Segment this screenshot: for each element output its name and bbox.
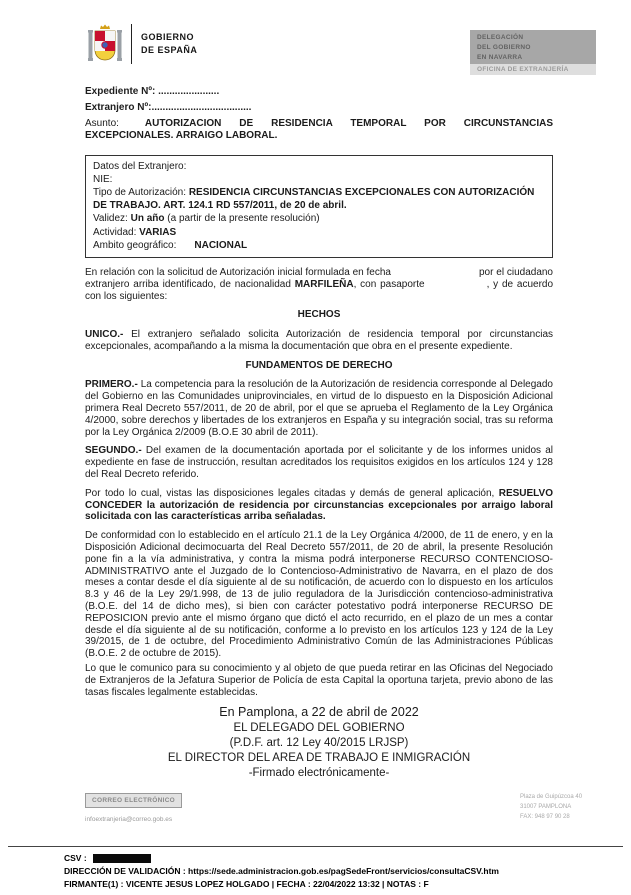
datos-extranjero-box [85,155,553,258]
nationality-value: MARFILEÑA [294,278,354,290]
unico-paragraph [85,329,553,353]
logo-text [141,31,197,56]
signature-delegado: EL DELEGADO DEL GOBIERNO [233,721,405,734]
signature-pdf-note: (P.D.F. art. 12 Ley 40/2015 LRJSP) [229,737,409,750]
document-body [85,118,553,782]
logo-line-de-espana: DE ESPAÑA [141,45,198,55]
dept-box-line-1: DELEGACIÓN [477,34,524,41]
signature-electronic-note: -Firmado electrónicamente- [248,767,390,780]
primero-text: La competencia para la resolución de la Autorización de residencia corresponde al Delegado del Gobierno en las Comunidades uniprovinciales, en virtud de lo dispuesto en la Disposición Adicional primera Real Decreto 557/2011, de 20 de abril, por el que se aprueba el Reglamento de la Ley Orgánica 4/2000, sobre derechos y libertades de los extranjeros en España y su integración social, tras su reforma por la Ley Orgánica 2/2009 (B.O.E 30 abril de 2011). [85,379,553,438]
resuelvo-bold: RESUELVO CONCEDER la autorización de residencia por circunstancias excepcionales por arraigo laboral solicitada con las características arriba señaladas. [85,487,553,523]
datos-title: Datos del Extranjero: [93,160,187,172]
intro-seg-1: En relación con la solicitud de Autorización inicial formulada en fecha [85,266,391,278]
oficina-extranjeria-box: OFICINA DE EXTRANJERÍA [470,64,596,75]
tipo-value: RESIDENCIA CIRCUNSTANCIAS EXCEPCIONALES CON AUTORIZACIÓN DE TRABAJO. ART. 124.1 RD 557/2011, de 20 de abril. [93,186,535,212]
tipo-label: Tipo de Autorización: [93,186,187,198]
expediente-number-line: Expediente Nº: ...................... [85,86,220,97]
logo-line-gobierno: GOBIERNO [141,32,195,43]
unico-text: El extranjero señalado solicita Autorización de residencia temporal por circunstancias excepcionales, acompañando a la misma la documentación que obra en el presente expediente. [85,329,554,352]
logo-divider [131,24,132,64]
delegacion-gobierno-navarra-box [470,30,596,65]
contact-email: infoextranjeria@correo.gob.es [85,816,173,823]
actividad-value: VARIAS [139,226,177,238]
nie-line: NIE: [93,173,113,185]
csv-redaction-box [93,854,151,863]
footer-contact [85,793,182,823]
comunico-paragraph: Lo que le comunico para su conocimiento y al objeto de que pueda retirar en las Oficinas del Negociado de Extranjeros de la Jefatura Superior de Policía de esta Capital la oportuna tarjeta, previo abono de las tasas fiscales legalmente establecidas. [85,663,553,698]
conformidad-paragraph: De conformidad con lo establecido en el artículo 21.1 de la Ley Orgánica 4/2000, de 11 de enero, y en la Disposición Adicional decimocuarta del Real Decreto 557/2011, de 20 de abril, la presente Resolución pone fin a la vía administrativa, y contra la misma podrá interponerse RECURSO CONTENCIOSO-ADMINISTRATIVO ante el Juzgado de lo Contencioso-Administrativo de Navarra, en el plazo de dos meses a contar desde el día siguiente al de su notificación, de acuerdo con lo dispuesto en los artículos 8.3 y 46 de la Ley 29/1.998, de 13 de julio reguladora de la Jurisdicción contencioso-administrativa (B.O.E. del 14 de dicho mes), si bien con carácter potestativo podrá interponerse RECURSO DE REPOSICION previo ante el mismo órgano que dictó el acto recurrido, en el plazo de un mes a contar desde el día siguiente al de su notificación, conforme a lo previsto en los artículos 123 y 124 de la Ley 39/2015, de 1 de octubre, del Procedimiento Administrativo Común de las Administraciones Públicas (B.O.E. 2 de octubre de 2015). [85,530,553,660]
extranjero-number-line: Extranjero Nº:.................................... [85,102,252,113]
intro-paragraph [85,267,553,302]
primero-label: PRIMERO.- [85,379,138,391]
fundamentos-heading: FUNDAMENTOS DE DERECHO [245,359,393,371]
segundo-label: SEGUNDO.- [85,445,142,457]
segundo-text: Del examen de la documentación aportada por el solicitante y de los informes unidos al expediente en fase de instrucción, resultan acreditados los requisitos exigidos en los artículos 124 y 128 del Real Decreto referido. [85,445,554,481]
validation-url-line: DIRECCIÓN DE VALIDACIÓN : https://sede.administracion.gob.es/pagSedeFront/servicios/consultaCSV.htm [64,866,499,877]
csv-footer [64,852,499,892]
hechos-heading: HECHOS [297,309,341,321]
actividad-line [93,226,545,239]
asunto-subject-text: AUTORIZACION DE RESIDENCIA TEMPORAL POR CIRCUNSTANCIAS EXCEPCIONALES. ARRAIGO LABORAL. [85,118,553,141]
validez-value: Un año [130,213,165,225]
correo-electronico-box: CORREO ELECTRÓNICO [85,793,182,808]
gobierno-de-espana-logo [88,22,197,66]
resuelvo-paragraph [85,488,553,523]
csv-line [64,852,499,865]
spain-coat-of-arms-icon [88,22,122,66]
ambito-line [93,239,545,252]
firmante-line: FIRMANTE(1) : VICENTE JESUS LOPEZ HOLGADO | FECHA : 22/04/2022 13:32 | NOTAS : F [64,879,429,890]
dept-box-line-2: DEL GOBIERNO [477,43,531,51]
ambito-label: Ambito geográfico: [93,239,177,251]
address-line-1: Plaza de Guipúzcoa 40 [520,794,583,800]
dept-box-line-3: EN NAVARRA [477,53,523,61]
signature-director: EL DIRECTOR DEL AREA DE TRABAJO E INMIGRACIÓN [167,752,471,765]
intro-seg-4: , y de acuerdo con los siguientes: [85,278,554,302]
actividad-label: Actividad: [93,226,137,238]
asunto-label: Asunto: [85,118,119,129]
primero-paragraph [85,379,553,438]
address-line-3: FAX: 948 97 90 28 [520,814,570,821]
validez-label: Validez: [93,213,128,225]
ambito-value: NACIONAL [194,239,248,251]
address-line-2: 31007 PAMPLONA [520,804,572,811]
asunto-paragraph [85,118,553,142]
csv-label: CSV : [64,853,87,863]
resuelvo-pre: Por todo lo cual, vistas las disposiciones legales citadas y demás de general aplicación, [85,487,495,499]
footer-divider-line [8,846,623,847]
reference-numbers [85,84,251,116]
tipo-autorizacion-line [93,186,545,212]
intro-seg-3: , con pasaporte [353,278,425,290]
validez-note: (a partir de la presente resolución) [167,213,320,225]
segundo-paragraph [85,445,553,480]
signature-place-date: En Pamplona, a 22 de abril de 2022 [219,705,419,720]
validez-line [93,212,545,225]
intro-seg-2: por el ciudadano extranjero arriba identificado, de nacionalidad [85,266,553,290]
unico-label: UNICO.- [85,329,124,341]
footer-address [520,792,582,823]
signature-block [85,704,553,781]
